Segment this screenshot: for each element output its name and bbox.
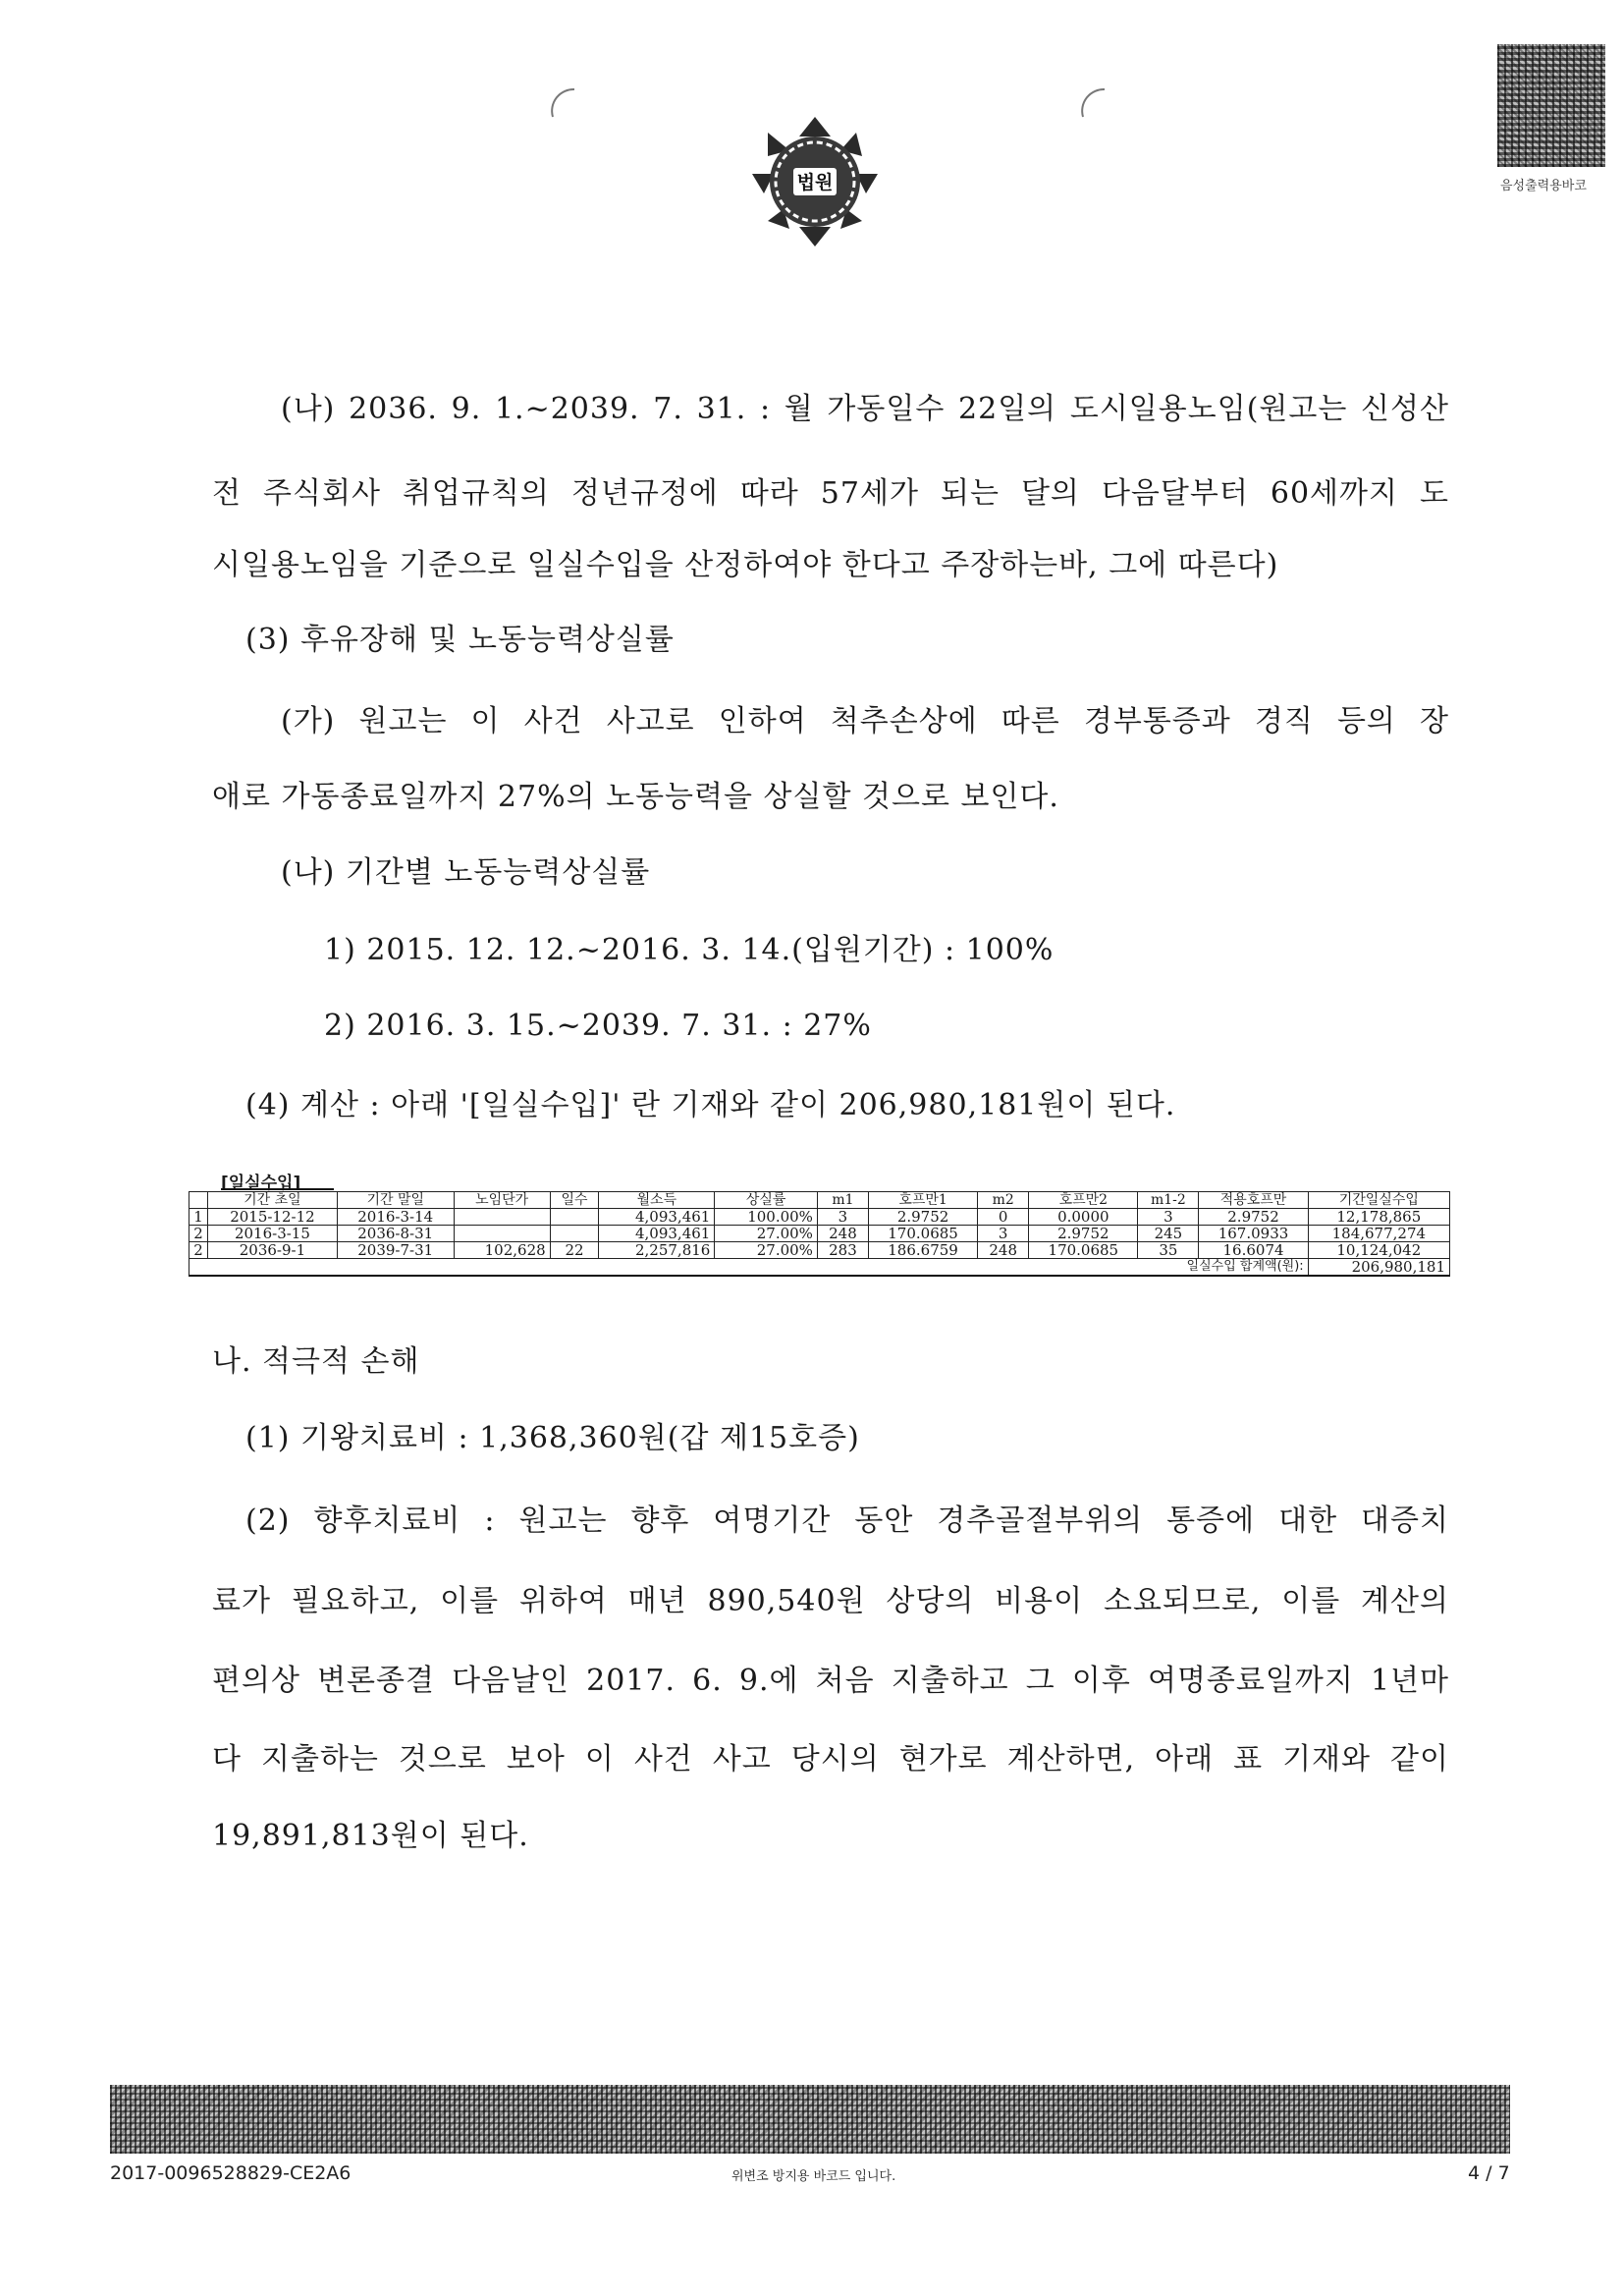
body-line-2: 전 주식회사 취업규칙의 정년규정에 따라 57세가 되는 달의 다음달부터 60세까지 도 [212, 476, 1449, 511]
body-line-13: (2) 향후치료비 : 원고는 향후 여명기간 동안 경추골절부위의 통증에 대한 대증치 [245, 1503, 1449, 1538]
table-cell [454, 1209, 550, 1226]
body-line-8: 1) 2015. 12. 12.~2016. 3. 14.(입원기간) : 100% [324, 933, 1055, 967]
table-cell: 0.0000 [1029, 1209, 1138, 1226]
table-cell [454, 1226, 550, 1242]
punch-mark-right-icon [1075, 83, 1114, 123]
body-line-16: 다 지출하는 것으로 보아 이 사건 사고 당시의 현가로 계산하면, 아래 표 기재와 같이 [212, 1742, 1449, 1777]
table-row [189, 1226, 1450, 1242]
table-cell: 10,124,042 [1308, 1242, 1449, 1259]
table-header-cell: 일수 [550, 1192, 599, 1209]
table-cell: 2,257,816 [599, 1242, 715, 1259]
table-cell [550, 1209, 599, 1226]
table-header-cell: 상실률 [715, 1192, 818, 1209]
table-cell: 35 [1138, 1242, 1199, 1259]
table-total-label: 일실수입 합계액(원): [189, 1259, 1309, 1277]
table-row [189, 1242, 1450, 1259]
table-cell: 27.00% [715, 1242, 818, 1259]
section-heading-3: (3) 후유장해 및 노동능력상실률 [245, 623, 675, 657]
body-line-1: (나) 2036. 9. 1.~2039. 7. 31. : 월 가동일수 22일의 도시일용노임(원고는 신성산 [281, 392, 1449, 426]
body-line-14: 료가 필요하고, 이를 위하여 매년 890,540원 상당의 비용이 소요되므로, 이를 계산의 [212, 1584, 1449, 1618]
document-id: 2017-0096528829-CE2A6 [110, 2162, 352, 2184]
punch-mark-left-icon [545, 83, 584, 123]
table-cell: 4,093,461 [599, 1226, 715, 1242]
qr-caption: 음성출력용바코 [1500, 179, 1587, 193]
income-loss-table [189, 1191, 1450, 1277]
table-header-cell: m1-2 [1138, 1192, 1199, 1209]
table-total-row [189, 1259, 1450, 1277]
body-line-6: 애로 가동종료일까지 27%의 노동능력을 상실할 것으로 보인다. [212, 780, 1059, 814]
table-cell: 2 [189, 1242, 208, 1259]
table-cell: 3 [817, 1209, 868, 1226]
qr-code [1497, 44, 1605, 167]
body-line-15: 편의상 변론종결 다음날인 2017. 6. 9.에 처음 지출하고 그 이후 여명종료일까지 1년마 [212, 1664, 1449, 1698]
table-title-underline [221, 1188, 334, 1190]
body-line-7: (나) 기간별 노동능력상실률 [281, 855, 651, 890]
table-cell [550, 1226, 599, 1242]
table-cell: 248 [978, 1242, 1029, 1259]
anti-forgery-barcode [110, 2085, 1510, 2154]
barcode-notice: 위변조 방지용 바코드 입니다. [731, 2169, 896, 2184]
body-line-5: (가) 원고는 이 사건 사고로 인하여 척추손상에 따른 경부통증과 경직 등의 장 [281, 704, 1449, 738]
body-line-10: (4) 계산 : 아래 '[일실수입]' 란 기재와 같이 206,980,181원이 된다. [245, 1088, 1176, 1122]
table-header-cell: 기간일실수입 [1308, 1192, 1449, 1209]
table-cell: 2.9752 [868, 1209, 977, 1226]
table-header-cell: 기간 말일 [337, 1192, 454, 1209]
table-cell: 12,178,865 [1308, 1209, 1449, 1226]
table-cell: 27.00% [715, 1226, 818, 1242]
table-cell: 283 [817, 1242, 868, 1259]
body-line-3: 시일용노임을 기준으로 일실수입을 산정하여야 한다고 주장하는바, 그에 따른다) [212, 548, 1279, 582]
body-line-12: (1) 기왕치료비 : 1,368,360원(갑 제15호증) [245, 1421, 860, 1455]
page-number: 4 / 7 [1468, 2162, 1510, 2184]
table-header-cell: 월소득 [599, 1192, 715, 1209]
table-cell: 16.6074 [1199, 1242, 1308, 1259]
table-cell: 3 [978, 1226, 1029, 1242]
court-emblem-icon [746, 113, 884, 250]
table-cell: 4,093,461 [599, 1209, 715, 1226]
table-header-row [189, 1192, 1450, 1209]
table-header-cell: 호프만1 [868, 1192, 977, 1209]
table-cell: 2.9752 [1199, 1209, 1308, 1226]
table-header-cell: 호프만2 [1029, 1192, 1138, 1209]
table-cell: 184,677,274 [1308, 1226, 1449, 1242]
table-header-cell: m2 [978, 1192, 1029, 1209]
table-cell: 102,628 [454, 1242, 550, 1259]
section-heading-na: 나. 적극적 손해 [212, 1344, 420, 1379]
table-cell: 170.0685 [868, 1226, 977, 1242]
table-cell: 2036-8-31 [337, 1226, 454, 1242]
table-cell: 1 [189, 1209, 208, 1226]
table-title: [일실수입] [221, 1174, 301, 1193]
table-cell: 2016-3-15 [208, 1226, 338, 1242]
emblem-label: 법원 [796, 172, 834, 193]
table-header-cell: 기간 초일 [208, 1192, 338, 1209]
table-cell: 2036-9-1 [208, 1242, 338, 1259]
table-cell: 0 [978, 1209, 1029, 1226]
table-cell: 245 [1138, 1226, 1199, 1242]
table-cell: 2 [189, 1226, 208, 1242]
table-cell: 167.0933 [1199, 1226, 1308, 1242]
table-total-value: 206,980,181 [1308, 1259, 1449, 1277]
table-cell: 100.00% [715, 1209, 818, 1226]
table-cell: 2015-12-12 [208, 1209, 338, 1226]
table-cell: 2016-3-14 [337, 1209, 454, 1226]
table-header-cell: m1 [817, 1192, 868, 1209]
table-cell: 2.9752 [1029, 1226, 1138, 1242]
table-row [189, 1209, 1450, 1226]
table-header-cell: 적용호프만 [1199, 1192, 1308, 1209]
body-line-9: 2) 2016. 3. 15.~2039. 7. 31. : 27% [324, 1009, 872, 1043]
table-cell: 248 [817, 1226, 868, 1242]
table-cell: 3 [1138, 1209, 1199, 1226]
table-cell: 22 [550, 1242, 599, 1259]
table-cell: 2039-7-31 [337, 1242, 454, 1259]
table-header-cell: 노임단가 [454, 1192, 550, 1209]
body-line-17: 19,891,813원이 된다. [212, 1819, 529, 1853]
table-cell: 170.0685 [1029, 1242, 1138, 1259]
table-cell: 186.6759 [868, 1242, 977, 1259]
table-header-cell [189, 1192, 208, 1209]
